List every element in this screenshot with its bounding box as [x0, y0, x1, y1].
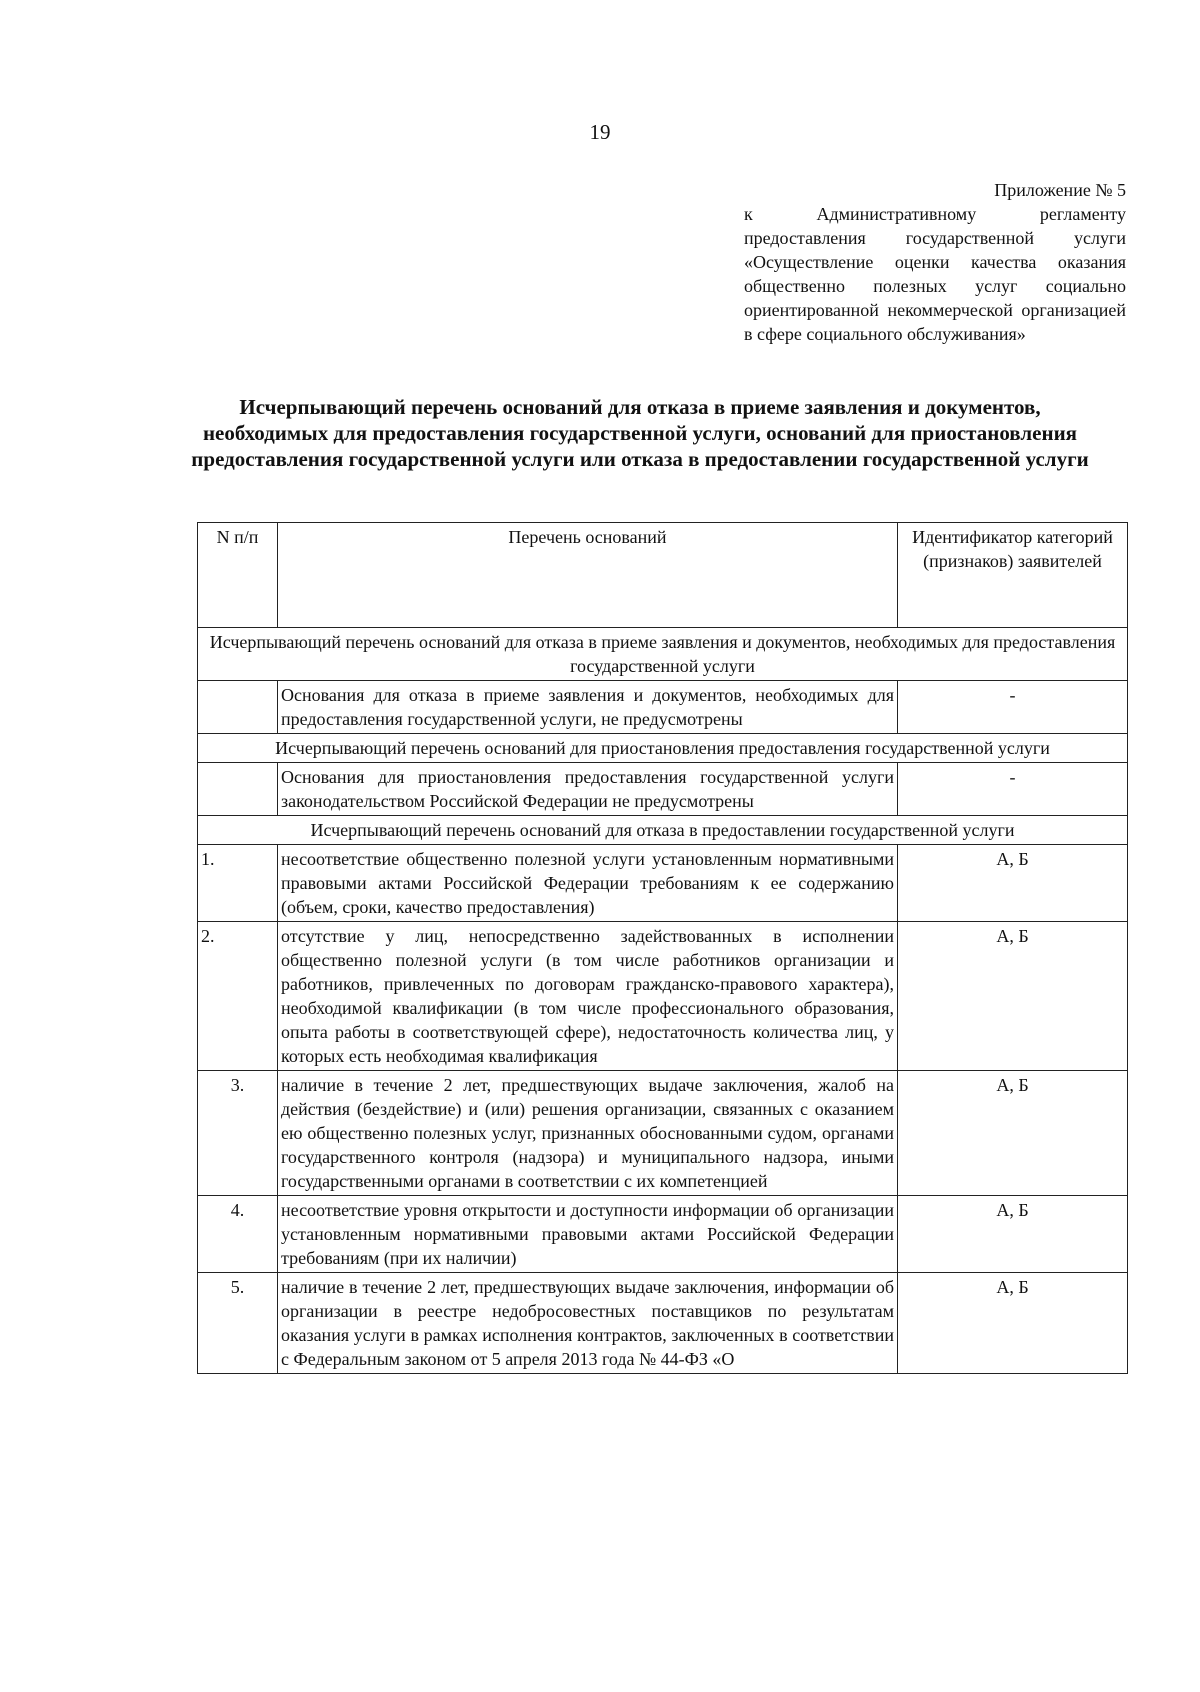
- table-row: [198, 1273, 1128, 1374]
- row-number: [198, 763, 278, 816]
- row-number: 4.: [198, 1196, 278, 1273]
- row-identifier: -: [898, 681, 1128, 734]
- section-title: Исчерпывающий перечень оснований для отказа в приеме заявления и документов, необходимых для предоставления государственной услуги: [198, 628, 1128, 681]
- table-row: [198, 845, 1128, 922]
- column-header-reasons: Перечень оснований: [278, 523, 898, 628]
- reasons-table: [197, 522, 1128, 1374]
- row-text: несоответствие общественно полезной услуги установленным нормативными правовыми актами Российской Федерации требованиям к ее содержанию (объем, сроки, качество предоставления): [278, 845, 898, 922]
- column-header-identifier: Идентификатор категорий (признаков) заявителей: [898, 523, 1128, 628]
- row-identifier: А, Б: [898, 1196, 1128, 1273]
- row-identifier: А, Б: [898, 922, 1128, 1071]
- appendix-text: к Административному регламенту предоставления государственной услуги «Осуществление оценки качества оказания общественно полезных услуг социально ориентированной некоммерческой организацией в сфере социального обслуживания»: [744, 204, 1126, 344]
- section-title: Исчерпывающий перечень оснований для отказа в предоставлении государственной услуги: [198, 816, 1128, 845]
- table-row: [198, 1071, 1128, 1196]
- section-title-row: [198, 628, 1128, 681]
- section-title-row: [198, 734, 1128, 763]
- row-text: Основания для приостановления предоставления государственной услуги законодательством Российской Федерации не предусмотрены: [278, 763, 898, 816]
- row-text: несоответствие уровня открытости и доступности информации об организации установленным нормативными правовыми актами Российской Федерации требованиям (при их наличии): [278, 1196, 898, 1273]
- row-number: 5.: [198, 1273, 278, 1374]
- appendix-block: [744, 178, 1126, 346]
- row-text: отсутствие у лиц, непосредственно задействованных в исполнении общественно полезной услуги (в том числе работников организации и работников, привлеченных по договорам гражданско-правового характера), необходимой квалификации (в том числе профессионального образования, опыта работы в соответствующей сфере), недостаточность количества лиц, у которых есть необходимая квалификация: [278, 922, 898, 1071]
- appendix-title: Приложение № 5: [994, 180, 1126, 200]
- table-header-row: [198, 523, 1128, 628]
- row-text: наличие в течение 2 лет, предшествующих выдаче заключения, жалоб на действия (бездействие) и (или) решения организации, связанных с оказанием ею общественно полезных услуг, признанных обоснованными судом, органами государственного контроля (надзора) и муниципального надзора, иными государственными органами в соответствии с их компетенцией: [278, 1071, 898, 1196]
- column-header-number: N п/п: [198, 523, 278, 628]
- row-number: 3.: [198, 1071, 278, 1196]
- row-identifier: А, Б: [898, 845, 1128, 922]
- row-number: 2.: [198, 922, 278, 1071]
- table-row: [198, 1196, 1128, 1273]
- section-title-row: [198, 816, 1128, 845]
- table-row: [198, 922, 1128, 1071]
- table-row: [198, 763, 1128, 816]
- row-identifier: -: [898, 763, 1128, 816]
- page-number: 19: [589, 120, 611, 144]
- row-number: 1.: [198, 845, 278, 922]
- row-text: наличие в течение 2 лет, предшествующих выдаче заключения, информации об организации в реестре недобросовестных поставщиков по результатам оказания услуги в рамках исполнения контрактов, заключенных в соответствии с Федеральным законом от 5 апреля 2013 года № 44-ФЗ «О: [278, 1273, 898, 1374]
- document-heading: Исчерпывающий перечень оснований для отказа в приеме заявления и документов, необходимых для предоставления государственной услуги, оснований для приостановления предоставления государственной услуги или отказа в предоставлении государственной услуги: [191, 395, 1089, 471]
- section-title: Исчерпывающий перечень оснований для приостановления предоставления государственной услуги: [198, 734, 1128, 763]
- row-identifier: А, Б: [898, 1071, 1128, 1196]
- row-number: [198, 681, 278, 734]
- row-identifier: А, Б: [898, 1273, 1128, 1374]
- row-text: Основания для отказа в приеме заявления и документов, необходимых для предоставления государственной услуги, не предусмотрены: [278, 681, 898, 734]
- table-row: [198, 681, 1128, 734]
